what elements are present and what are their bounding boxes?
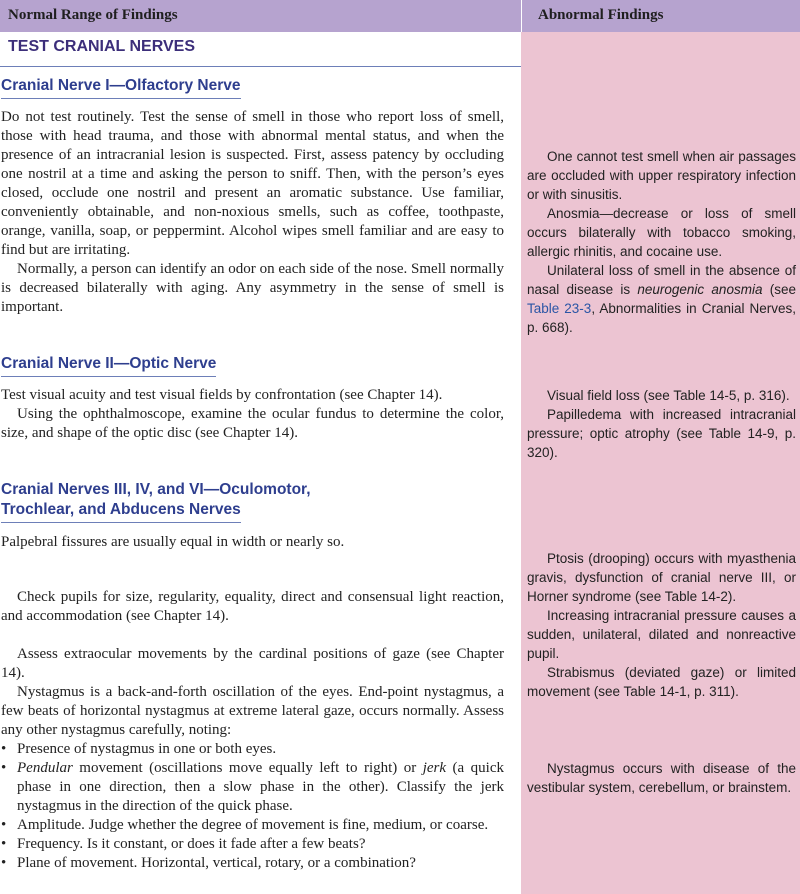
section-title-rule <box>0 66 521 67</box>
normal-findings-header: Normal Range of Findings <box>8 7 178 23</box>
list-item-text: movement (oscillations move equally left to right) or <box>72 760 423 776</box>
cn2-paragraph-2: Using the ophthalmoscope, examine the ocular fundus to determine the color, size, and shape of the optic disc (see Chapter 14). <box>1 406 504 441</box>
cn3-paragraph-1: Palpebral fissures are usually equal in width or nearly so. <box>1 534 345 550</box>
cn1-heading <box>1 76 241 99</box>
cn1-abnormal-text <box>527 147 796 337</box>
cn1-abnormal-1: One cannot test smell when air passages are occluded with upper respiratory infection or with sinusitis. <box>527 149 796 202</box>
cn3-heading-line-2: Trochlear, and Abducens Nerves <box>1 500 241 523</box>
cn2-paragraph-1: Test visual acuity and test visual fields by confrontation (see Chapter 14). <box>1 387 443 403</box>
section-title: TEST CRANIAL NERVES <box>8 38 195 55</box>
cn3-abnormal-1: Ptosis (drooping) occurs with myasthenia gravis, dysfunction of cranial nerve III, or Horner syndrome (see Table 14-2). <box>527 551 796 604</box>
cn1-normal-text <box>1 108 504 317</box>
cn3-pupils-text <box>1 588 504 626</box>
cn3-paragraph-3: Assess extraocular movements by the cardinal positions of gaze (see Chapter 14). <box>1 646 504 681</box>
cn3-abnormal-2: Increasing intracranial pressure causes a sudden, unilateral, dilated and nonreactive pupil. <box>527 608 796 661</box>
list-item: • Presence of nystagmus in one or both eyes. <box>1 740 504 759</box>
cn1-abnormal-3-mid: (see <box>762 282 796 297</box>
cn3-paragraph-4: Nystagmus is a back-and-forth oscillation of the eyes. End-point nystagmus, a few beats of horizontal nystagmus at extreme lateral gaze, occurs normally. Assess any other nystagmus carefully, noting: <box>1 684 504 738</box>
cn1-abnormal-3-tail: , Abnormalities in Cranial Nerves, p. 668). <box>527 301 796 335</box>
list-item: • Plane of movement. Horizontal, vertical, rotary, or a combination? <box>1 854 504 873</box>
cn2-heading-text: Cranial Nerve II—Optic Nerve <box>1 354 216 377</box>
neurogenic-anosmia-term: neurogenic anosmia <box>637 282 763 297</box>
list-item <box>1 759 504 816</box>
cn2-heading <box>1 354 216 377</box>
cn2-abnormal-2: Papilledema with increased intracranial pressure; optic atrophy (see Table 14-9, p. 320). <box>527 407 796 460</box>
cn3-paragraph-2: Check pupils for size, regularity, equality, direct and consensual light reaction, and accommodation (see Chapter 14). <box>1 589 504 624</box>
cn2-abnormal-1: Visual field loss (see Table 14-5, p. 316). <box>547 388 790 403</box>
list-item: • Frequency. Is it constant, or does it fade after a few beats? <box>1 835 504 854</box>
cn3-heading <box>1 480 311 523</box>
cn2-abnormal-text <box>527 386 796 462</box>
pendular-term: Pendular <box>17 760 73 776</box>
cn2-normal-text <box>1 386 504 443</box>
abnormal-findings-header: Abnormal Findings <box>538 7 664 23</box>
cn1-heading-text: Cranial Nerve I—Olfactory Nerve <box>1 76 241 99</box>
cn1-abnormal-2: Anosmia—decrease or loss of smell occurs bilaterally with tobacco smoking, allergic rhinitis, and cocaine use. <box>527 206 796 259</box>
cn3-abnormal-3: Strabismus (deviated gaze) or limited movement (see Table 14-1, p. 311). <box>527 665 796 699</box>
cn3-abnormal-text-1 <box>527 549 796 701</box>
cn1-paragraph-1: Do not test routinely. Test the sense of smell in those who report loss of smell, those with head trauma, and those with abnormal mental status, and when the presence of an intracranial lesion is suspected. First, assess patency by occluding one nostril at a time and asking the person to sniff. Then, with the person’s eyes closed, occlude one nostril and present an aromatic substance. Use familiar, conveniently obtainable, and non-noxious smells, such as coffee, toothpaste, orange, vanilla, soap, or peppermint. Alcohol wipes smell familiar and are easy to find but are irritating. <box>1 109 504 258</box>
cn3-palpebral-text <box>1 533 504 552</box>
header-divider <box>521 0 522 32</box>
cn1-paragraph-2: Normally, a person can identify an odor on each side of the nose. Smell normally is decreased bilaterally with aging. Any asymmetry in the sense of smell is important. <box>1 261 504 315</box>
table-23-3-link[interactable]: Table 23-3 <box>527 301 592 316</box>
cn3-abnormal-text-2 <box>527 759 796 797</box>
cn3-heading-line-1: Cranial Nerves III, IV, and VI—Oculomotor, <box>1 481 311 498</box>
nystagmus-checklist <box>1 740 504 873</box>
list-item: • Amplitude. Judge whether the degree of movement is fine, medium, or coarse. <box>1 816 504 835</box>
list-item-text: (a quick phase in one direction, then a slow phase in the other). Classify the jerk nystagmus in the direction of the quick phase. <box>17 760 504 814</box>
jerk-term: jerk <box>422 760 447 776</box>
cn1-abnormal-3 <box>527 261 796 337</box>
cn1-abnormal-3-lead: Unilateral loss of smell in the absence of nasal disease is <box>527 263 796 297</box>
table-header <box>0 0 800 32</box>
cn3-abnormal-4: Nystagmus occurs with disease of the vestibular system, cerebellum, or brainstem. <box>527 761 796 795</box>
cn3-eom-text <box>1 645 504 873</box>
